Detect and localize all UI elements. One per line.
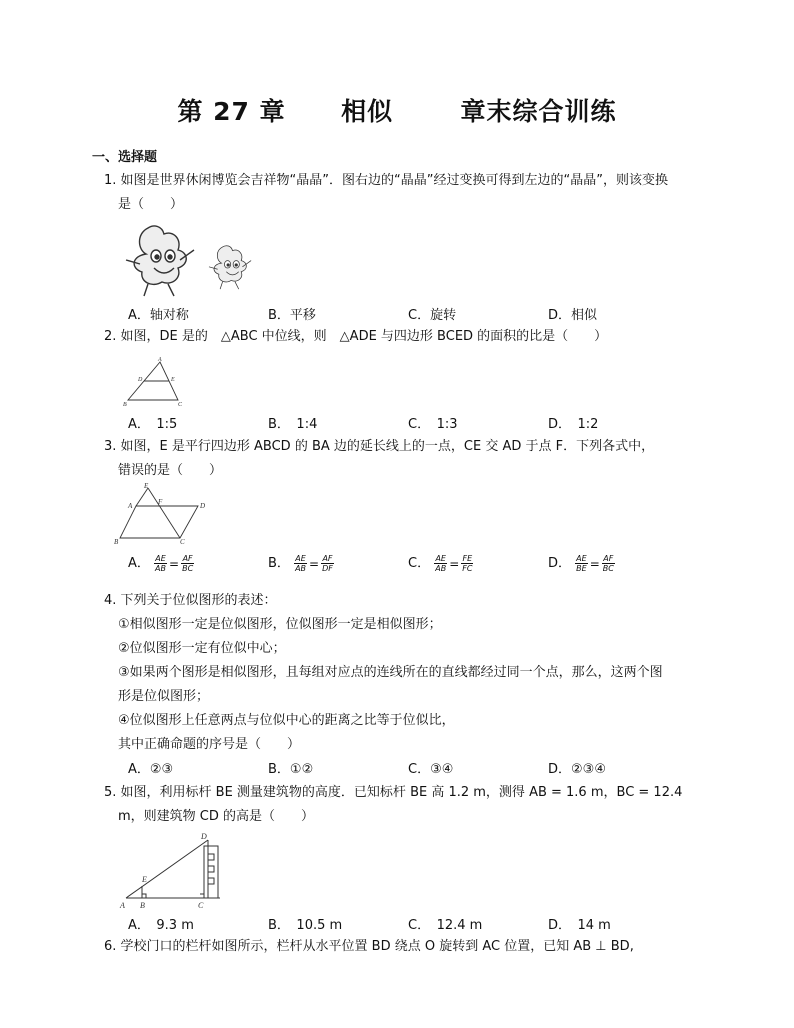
- q5-option-a: A． 9.3 m: [128, 918, 194, 933]
- q3-parallelogram-figure: [114, 482, 214, 544]
- mascot-large: [126, 226, 194, 296]
- label-d: D: [200, 502, 206, 510]
- q5-text-line1: 5. 如图，利用标杆 BE 测量建筑物的高度．已知标杆 BE 高 1.2 m，测得 AB = 1.6 m，BC = 12.4: [104, 785, 683, 800]
- q1-option-c: C．旋转: [408, 308, 457, 323]
- title-topic: 相似: [341, 97, 394, 126]
- q4-text-line1: 4. 下列关于位似图形的表述：: [104, 593, 277, 608]
- label-d: D: [201, 832, 207, 841]
- q4-statement-3a: ③如果两个图形是相似图形，且每组对应点的连线所在的直线都经过同一个点，那么，这两个图: [118, 665, 663, 680]
- q3-option-a: A． $\frac{AE}{AB}$ = $\frac{AF}{BC}$: [128, 554, 194, 573]
- label-f: F: [158, 498, 163, 506]
- label-b: B: [114, 538, 119, 544]
- q4-option-d: D．②③④: [548, 762, 606, 777]
- q6-text-line1: 6. 学校门口的栏杆如图所示，栏杆从水平位置 BD 绕点 O 旋转到 AC 位置，已知 AB ⊥ BD,: [104, 939, 634, 954]
- fraction: $\frac{AF}{DF}$: [322, 554, 333, 573]
- label-c: C: [178, 402, 183, 408]
- fraction: $\frac{AE}{BE}$: [576, 554, 587, 573]
- label-c: C: [198, 901, 204, 910]
- q5-option-d: D． 14 m: [548, 918, 611, 933]
- q3-option-d: D． $\frac{AE}{BE}$ = $\frac{AF}{BC}$: [548, 554, 614, 573]
- window: [208, 878, 214, 884]
- label-e: E: [142, 875, 147, 884]
- q4-question: 其中正确命题的序号是（ ）: [118, 737, 301, 752]
- q5-text-line2: m，则建筑物 CD 的高是（ ）: [118, 809, 315, 824]
- window: [208, 866, 214, 872]
- q2-option-d: D． 1:2: [548, 417, 599, 432]
- title-subtitle: 章末综合训练: [460, 97, 617, 126]
- segment-ce: [148, 488, 180, 538]
- q2-text-line1: 2. 如图，DE 是的 △ABC 中位线，则 △ADE 与四边形 BCED 的面积的比是（ ）: [104, 329, 608, 344]
- q1-option-a: A．轴对称: [128, 308, 189, 323]
- q5-option-c: C． 12.4 m: [408, 918, 483, 933]
- sight-line: [126, 840, 208, 898]
- q1-option-d: D．相似: [548, 308, 598, 323]
- window: [208, 854, 214, 860]
- q1-option-b: B．平移: [268, 308, 316, 323]
- label-e: E: [144, 482, 149, 490]
- q3-text-line1: 3. 如图，E 是平行四边形 ABCD 的 BA 边的延长线上的一点，CE 交 AD 于点 F．下列各式中，: [104, 439, 655, 454]
- fraction: $\frac{AE}{AB}$: [155, 554, 167, 573]
- fraction: $\frac{AF}{BC}$: [602, 554, 614, 573]
- label-a: A: [128, 502, 133, 510]
- title-chapter: 第 27 章: [177, 97, 286, 126]
- label-b: B: [123, 402, 127, 408]
- q4-option-b: B．①②: [268, 762, 314, 777]
- q5-option-b: B． 10.5 m: [268, 918, 343, 933]
- q2-option-c: C． 1:3: [408, 417, 458, 432]
- label-e: E: [171, 377, 175, 383]
- label-b: B: [140, 901, 145, 910]
- q4-option-a: A．②③: [128, 762, 174, 777]
- q2-option-a: A． 1:5: [128, 417, 178, 432]
- fraction: $\frac{FE}{FC}$: [462, 554, 473, 573]
- label-c: C: [180, 538, 185, 544]
- q3-option-b: B． $\frac{AE}{AB}$ = $\frac{AF}{DF}$: [268, 554, 333, 573]
- page-title: [0, 92, 794, 128]
- fraction: $\frac{AE}{AB}$: [435, 554, 447, 573]
- extension-ae: [136, 488, 148, 506]
- mascot-small: [209, 246, 251, 289]
- fraction: $\frac{AF}{BC}$: [182, 554, 194, 573]
- label-a: A: [120, 901, 125, 910]
- q4-statement-2: ②位似图形一定有位似中心；: [118, 641, 286, 656]
- q2-triangle-figure: [120, 356, 190, 408]
- q4-statement-1: ①相似图形一定是位似图形，位似图形一定是相似图形；: [118, 617, 442, 632]
- q4-statement-3b: 形是位似图形；: [118, 689, 210, 704]
- right-angle-mark: [142, 894, 146, 898]
- section-heading: 一、选择题: [92, 150, 158, 165]
- q2-option-b: B． 1:4: [268, 417, 318, 432]
- q3-text-line2: 错误的是（ ）: [118, 463, 223, 478]
- q1-text-line1: 1. 如图是世界休闲博览会吉祥物“晶晶”．图右边的“晶晶”经过变换可得到左边的“晶晶”，则该变换: [104, 173, 668, 188]
- parallelogram-abcd: [120, 506, 198, 538]
- fraction: $\frac{AE}{AB}$: [295, 554, 307, 573]
- q5-building-figure: [116, 830, 226, 910]
- q3-option-c: C． $\frac{AE}{AB}$ = $\frac{FE}{FC}$: [408, 554, 473, 573]
- q4-statement-4: ④位似图形上任意两点与位似中心的距离之比等于位似比，: [118, 713, 455, 728]
- label-d: D: [138, 377, 143, 383]
- q4-option-c: C．③④: [408, 762, 454, 777]
- label-a: A: [158, 357, 162, 363]
- q1-text-line2: 是（ ）: [118, 197, 184, 212]
- q1-mascot-figure: [118, 220, 258, 300]
